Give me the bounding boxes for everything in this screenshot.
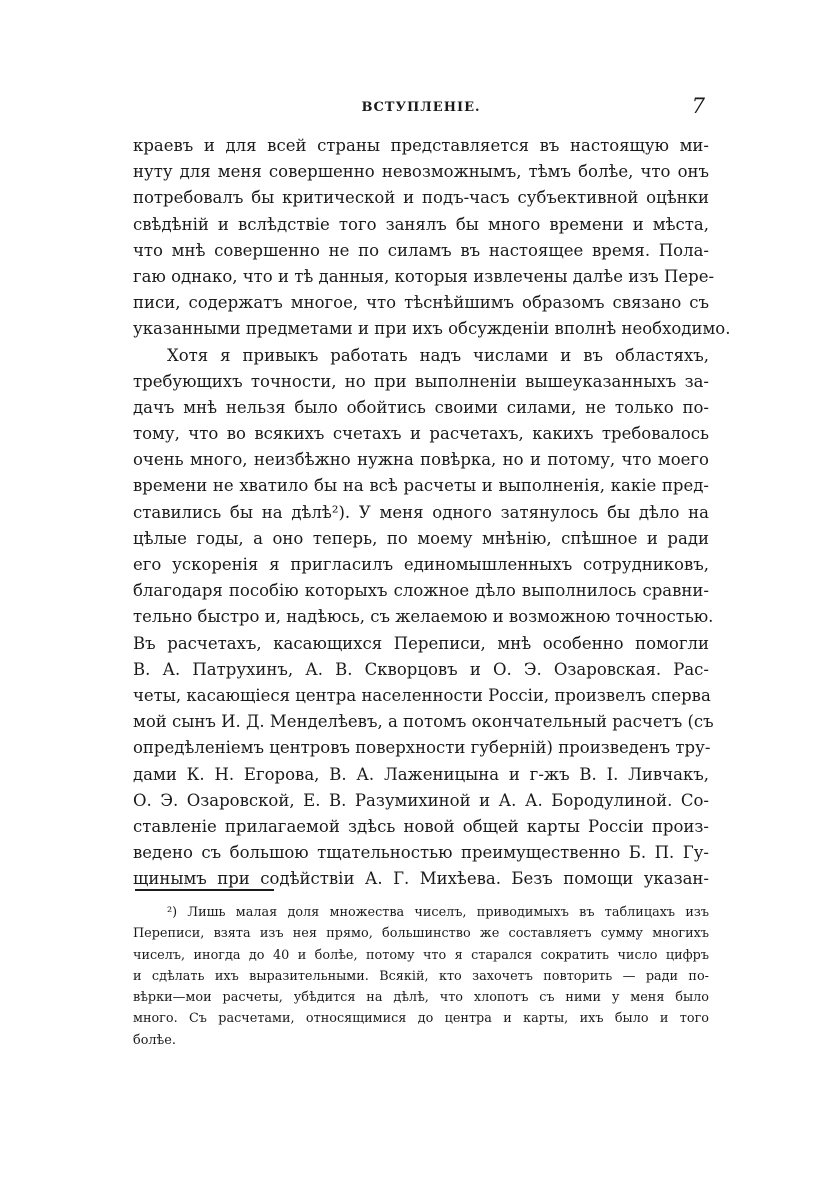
footnote-line: вѣрки—мои расчеты, убѣдится на дѣлѣ, что хлопотъ съ ними у меня было xyxy=(133,990,709,1006)
text-line: Хотя я привыкъ работать надъ числами и въ областяхъ, xyxy=(167,345,709,365)
footnote-divider xyxy=(135,889,274,891)
text-line: дами К. Н. Егорова, В. А. Лаженицына и г-жъ В. І. Ливчакъ, xyxy=(133,764,709,784)
text-line: О. Э. Озаровской, Е. В. Разумихиной и А. А. Бородулиной. Со- xyxy=(133,790,709,810)
running-head xyxy=(133,96,709,120)
text-line: времени не хватило бы на всѣ расчеты и выполненія, какіе пред- xyxy=(133,476,709,496)
text-line: ставились бы на дѣлѣ²). У меня одного затянулось бы дѣло на xyxy=(133,502,709,522)
footnote-line: чиселъ, иногда до 40 и болѣе, потому что я старался сократить число цифръ xyxy=(133,947,709,963)
text-line: тельно быстро и, надѣюсь, съ желаемою и возможною точностью. xyxy=(133,607,714,627)
chapter-title: ВСТУПЛЕНІЕ. xyxy=(361,100,481,115)
text-line: ставленіе прилагаемой здѣсь новой общей карты Россіи произ- xyxy=(133,816,709,836)
text-line: В. А. Патрухинъ, А. В. Скворцовъ и О. Э. Озаровская. Рас- xyxy=(133,659,709,679)
text-line: гаю однако, что и тѣ данныя, которыя извлечены далѣе изъ Пере- xyxy=(133,266,715,286)
text-line: четы, касающіеся центра населенности Россіи, произвелъ сперва xyxy=(133,685,711,705)
text-line: Въ расчетахъ, касающихся Переписи, мнѣ особенно помогли xyxy=(133,633,709,653)
footnote-line: много. Съ расчетами, относящимися до центра и карты, ихъ было и того xyxy=(133,1011,709,1027)
text-line: потребовалъ бы критической и подъ-часъ субъективной оцѣнки xyxy=(133,188,709,208)
text-line: благодаря пособію которыхъ сложное дѣло выполнилось сравни- xyxy=(133,581,709,601)
footnote-line: ²) Лишь малая доля множества чиселъ, приводимыхъ въ таблицахъ изъ xyxy=(167,905,709,920)
text-line: его ускоренія я пригласилъ единомышленныхъ сотрудниковъ, xyxy=(133,555,709,574)
main-text xyxy=(133,133,731,892)
text-line: мой сынъ И. Д. Менделѣевъ, а потомъ окончательный расчетъ (съ xyxy=(133,712,714,732)
text-line: цѣлые годы, а оно теперь, по моему мнѣнію, спѣшное и ради xyxy=(133,528,709,548)
text-line: опредѣленіемъ центровъ поверхности губерній) произведенъ тру- xyxy=(133,738,711,758)
text-line: щинымъ при содѣйствіи А. Г. Михѣева. Безъ помощи указан- xyxy=(133,869,709,889)
footnote-line: болѣе. xyxy=(133,1032,176,1048)
page-number: 7 xyxy=(691,94,705,118)
text-line: нуту для меня совершенно невозможнымъ, тѣмъ болѣе, что онъ xyxy=(133,162,709,182)
text-line: очень много, неизбѣжно нужна повѣрка, но и потому, что моего xyxy=(133,450,709,470)
footnote-line: и сдѣлать ихъ выразительными. Всякій, кто захочетъ повторить — ради по- xyxy=(133,968,709,984)
text-line: что мнѣ совершенно не по силамъ въ настоящее время. Пола- xyxy=(133,240,709,260)
text-line: ведено съ большою тщательностью преимущественно Б. П. Гу- xyxy=(133,843,709,863)
text-line: требующихъ точности, но при выполненіи вышеуказанныхъ за- xyxy=(133,371,709,391)
footnote-line: Переписи, взята изъ нея прямо, большинство же составляетъ сумму многихъ xyxy=(133,926,709,942)
footnote xyxy=(133,902,709,1051)
text-line: указанными предметами и при ихъ обсужденіи вполнѣ необходимо. xyxy=(133,319,731,339)
text-line: краевъ и для всей страны представляется въ настоящую ми- xyxy=(133,136,709,155)
text-line: тому, что во всякихъ счетахъ и расчетахъ, какихъ требовалось xyxy=(133,424,709,444)
text-line: свѣдѣній и вслѣдствіе того занялъ бы много времени и мѣста, xyxy=(133,214,709,234)
text-line: писи, содержатъ многое, что тѣснѣйшимъ образомъ связано съ xyxy=(133,293,709,313)
text-line: дачъ мнѣ нельзя было обойтись своими силами, не только по- xyxy=(133,397,709,417)
